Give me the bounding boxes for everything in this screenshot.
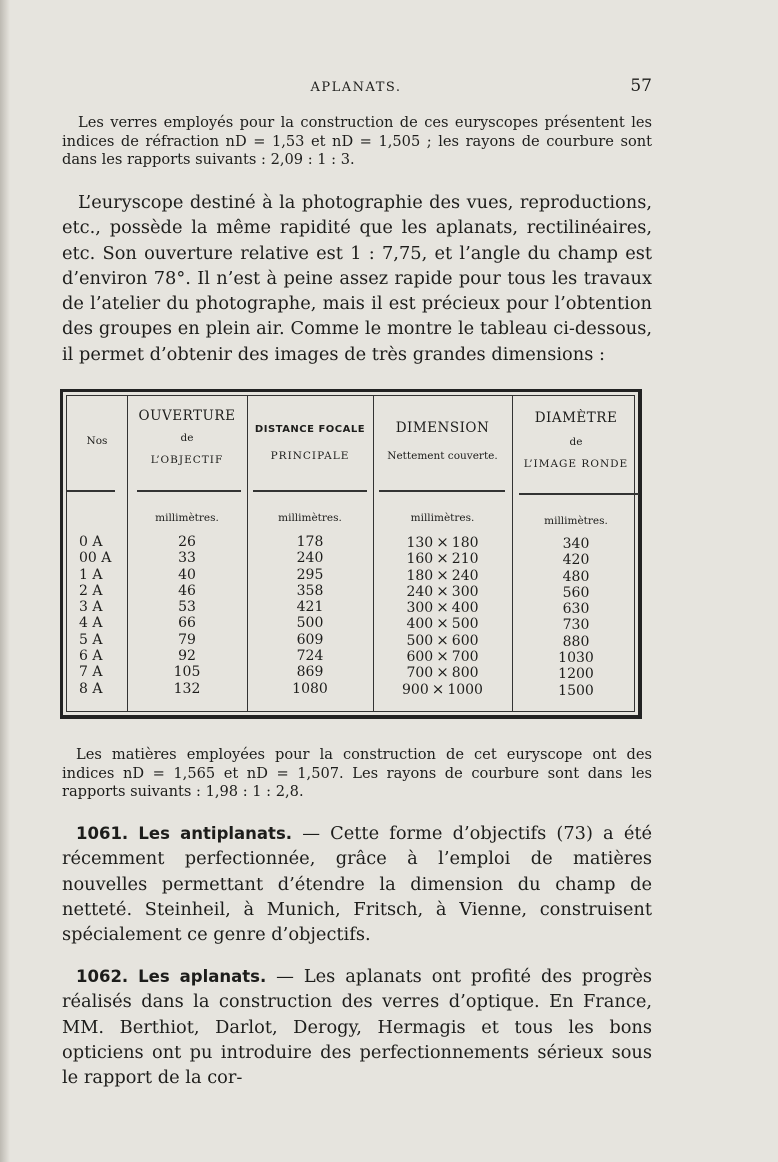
multiply-sign: × [436,630,449,649]
table-cell: 869 [296,664,324,681]
multiply-sign: × [431,679,445,698]
header-ouverture: OUVERTURE de L’OBJECTIF [138,408,236,466]
table-cell: 730 [562,617,590,634]
page-binding-edge [0,0,10,1162]
header-rule [519,493,639,495]
table-cell: 0 A [79,534,103,550]
table-cell: 560 [562,584,590,601]
table-cell: 700 × 800 [406,663,479,682]
column-no [79,534,125,697]
section-title: Les antiplanats. [138,824,293,843]
header-distance-focale: DISTANCE FOCALE PRINCIPALE [254,424,366,462]
table-cell: 240 × 300 [406,581,479,600]
section-text: — Cette forme d’objectifs (73) a été récemment perfectionnée, grâce à l’emploi de matières nouvelles permettant d’étendre la dimension du champ de netteté. Steinheil, à Munich, Fritsch, à Vienne, construisent spécialement ce genre d’objectifs. [62,823,653,946]
table-cell: 132 [173,680,201,697]
table-cell: 358 [296,582,324,599]
table-cell: 421 [296,599,324,616]
table-cell: 724 [296,648,324,665]
table-cell: 1080 [292,680,328,697]
table-cell: 600 × 700 [406,647,479,666]
multiply-sign: × [436,533,449,551]
column-ouverture [127,534,247,697]
table-cell: 880 [562,633,590,650]
table-cell: 400 × 500 [406,614,479,633]
table-cell: 53 [178,599,196,616]
table-cell: 500 × 600 [406,630,479,649]
header-rule [253,490,367,492]
table-cell: 7 A [79,664,103,681]
header-diametre: DIAMÈTRE de L’IMAGE RONDE [523,410,629,470]
section-text: — Les aplanats ont profité des progrès réalisés dans la construction des verres d’optique. En France, MM. Berthiot, Darlot, Derogy, Hermagis et tous les bons opticiens ont pu introduire des perfectionnements sérieux sous le rapport de la cor- [62,966,653,1089]
paragraph-antiplanats [62,821,652,947]
table-cell: 1 A [79,566,103,583]
table-cell: 160 × 210 [406,549,479,568]
header-rule [379,490,505,492]
table-cell: 300 × 400 [406,598,479,617]
table-cell: 79 [178,631,196,648]
table-cell: 130 × 180 [406,533,479,551]
table-cell: 178 [296,534,324,550]
column-focale [247,534,373,697]
unit-diametre: millimètres. [544,515,608,527]
paragraph-indices: Les verres employés pour la construction de ces euryscopes présentent les indices de réfraction nD = 1,53 et nD = 1,505 ; les rayons de courbure sont dans les rapports suivants : 2,09 : 1 : 3. [62,114,652,168]
table-cell: 240 [296,550,324,567]
unit-focale: millimètres. [278,512,342,524]
table-cell: 4 A [79,615,103,632]
multiply-sign: × [436,647,449,666]
table-cell: 340 [562,536,590,552]
header-rule [137,490,241,492]
table-cell: 180 × 240 [406,565,479,584]
multiply-sign: × [436,565,449,584]
table-cell: 46 [178,582,196,599]
running-title: APLANATS. [310,80,402,95]
header-dimension: DIMENSION Nettement couverte. [387,420,498,462]
table-cell: 630 [562,601,590,618]
table-cell: 420 [562,552,590,569]
table-cell: 6 A [79,648,103,665]
table-cell: 480 [562,568,590,585]
table-cell: 26 [178,534,196,550]
table-cell: 295 [296,566,324,583]
multiply-sign: × [436,598,449,617]
table-cell: 33 [178,550,196,567]
multiply-sign: × [436,549,449,568]
table-cell: 500 [296,615,324,632]
table-cell: 609 [296,631,324,648]
header-no: Nos [86,435,108,447]
table-cell: 1030 [558,650,594,667]
header-rule [67,490,115,492]
table-cell: 92 [178,648,196,665]
paragraph-matieres: Les matières employées pour la construction de cet euryscope ont des indices nD = 1,565 et nD = 1,507. Les rayons de courbure sont dans les rapports suivants : 1,98 : 1 : 2,8. [62,746,652,800]
section-number: 1061. [76,824,129,843]
table-cell: 66 [178,615,196,632]
table-cell: 105 [173,664,201,681]
page-header [60,76,652,100]
table-cell: 8 A [79,680,103,697]
table-cell: 1200 [558,666,594,683]
table-cell: 40 [178,566,196,583]
section-number: 1062. [76,967,129,986]
multiply-sign: × [436,663,449,682]
paragraph-aplanats [62,964,652,1090]
page-number: 57 [630,76,652,96]
unit-ouverture: millimètres. [155,512,219,524]
unit-dimension: millimètres. [410,512,475,524]
column-diametre [512,536,640,699]
euryscope-table [60,389,642,719]
table-cell: 2 A [79,582,103,599]
column-dimension [373,534,512,697]
multiply-sign: × [436,614,449,633]
table-inner-frame [66,395,635,712]
section-title: Les aplanats. [138,967,267,986]
multiply-sign: × [436,581,449,600]
table-cell: 5 A [79,631,103,648]
table-cell: 900 × 1000 [402,679,483,698]
table-cell: 00 A [79,550,112,567]
table-cell: 1500 [558,682,594,699]
paragraph-euryscope: L’euryscope destiné à la photographie des vues, reproductions, etc., possède la même rapidité que les aplanats, rectilinéaires, etc. Son ouverture relative est 1 : 7,75, et l’angle du champ est d’environ 78°. Il n’est à peine assez rapide pour tous les travaux de l’atelier du photographe, mais il est précieux pour l’obtention des groupes en plein air. Comme le montre le tableau ci-dessous, il permet d’obtenir des images de très grandes dimensions : [62,192,652,365]
table-cell: 3 A [79,599,103,616]
